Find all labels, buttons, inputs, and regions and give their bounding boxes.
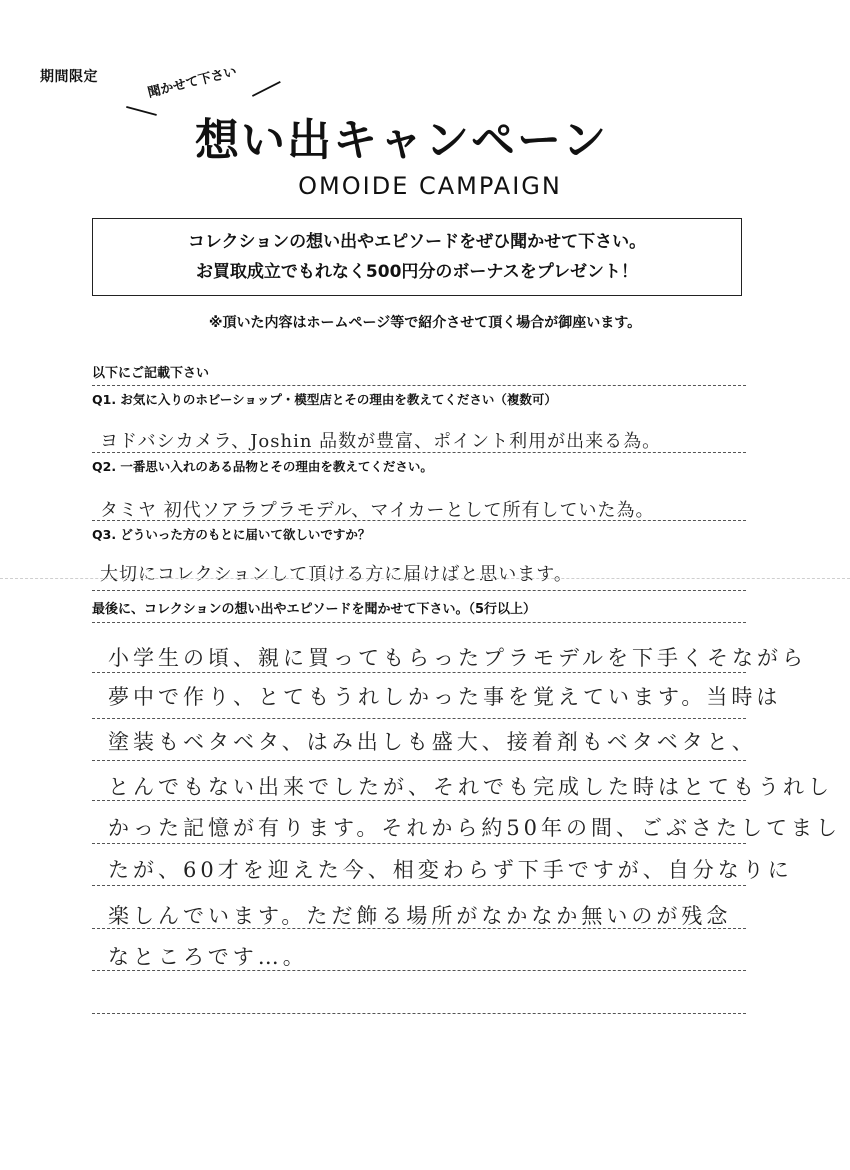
story-rule — [92, 885, 746, 886]
paper-fold-crease — [0, 578, 850, 579]
q3-answer[interactable]: 大切にコレクションして頂ける方に届けばと思います。 — [100, 564, 573, 585]
story-rule — [92, 843, 746, 844]
story-line-6[interactable]: たが、60才を迎えた今、相変わらず下手ですが、自分なりに — [108, 858, 793, 882]
story-line-2[interactable]: 夢中で作り、とてもうれしかった事を覚えています。当時は — [108, 685, 782, 709]
subtitle: 聞かせて下さい — [146, 64, 239, 101]
subtitle-right-accent: ／ — [250, 72, 282, 108]
subtitle-left-accent: ＼ — [124, 93, 160, 131]
q1-label: Q1. お気に入りのホビーショップ・模型店とその理由を教えてください（複数可） — [92, 392, 557, 407]
story-line-4[interactable]: とんでもない出来でしたが、それでも完成した時はとてもうれし — [108, 775, 833, 799]
page-title: 想い出キャンペーン — [195, 115, 609, 166]
story-rule — [92, 928, 746, 929]
info-box — [92, 218, 742, 296]
divider-line — [92, 452, 746, 453]
notice-text: ※頂いた内容はホームページ等で紹介させて頂く場合が御座います。 — [208, 315, 642, 331]
divider-line — [92, 520, 746, 521]
story-line-7[interactable]: 楽しんでいます。ただ飾る場所がなかなか無いのが残念 — [108, 904, 732, 928]
info-box-line-1: コレクションの想い出やエピソードをぜひ聞かせて下さい。 — [187, 232, 647, 252]
story-line-1[interactable]: 小学生の頃、親に買ってもらったプラモデルを下手くそながら — [108, 646, 807, 670]
story-rule — [92, 672, 746, 673]
story-rule — [92, 970, 746, 971]
story-line-5[interactable]: かった記憶が有ります。それから約50年の間、ごぶさたしてまし — [108, 816, 842, 840]
q2-label: Q2. 一番思い入れのある品物とその理由を教えてください。 — [92, 459, 433, 474]
story-rule — [92, 718, 746, 719]
limited-time-tag: 期間限定 — [40, 69, 98, 85]
divider-line — [92, 385, 746, 386]
story-label: 最後に、コレクションの想い出やエピソードを聞かせて下さい。（5行以上） — [92, 602, 537, 617]
story-line-3[interactable]: 塗装もベタベタ、はみ出しも盛大、接着剤もベタベタと、 — [108, 730, 757, 754]
story-rule — [92, 800, 746, 801]
q2-answer[interactable]: タミヤ 初代ソアラプラモデル、マイカーとして所有していた為。 — [100, 500, 655, 521]
q3-label: Q3. どういった方のもとに届いて欲しいですか？ — [92, 527, 371, 542]
q1-answer[interactable]: ヨドバシカメラ、Joshin 品数が豊富、ポイント利用が出来る為。 — [100, 431, 662, 452]
divider-line — [92, 590, 746, 591]
info-box-line-2: お買取成立でもれなく500円分のボーナスをプレゼント！ — [195, 262, 639, 282]
page-title-english: OMOIDE CAMPAIGN — [298, 172, 562, 200]
form-intro: 以下にご記載下さい — [92, 366, 210, 381]
story-rule — [92, 760, 746, 761]
story-line-8[interactable]: なところです…。 — [108, 945, 308, 969]
story-rule — [92, 1013, 746, 1014]
divider-line — [92, 622, 746, 623]
